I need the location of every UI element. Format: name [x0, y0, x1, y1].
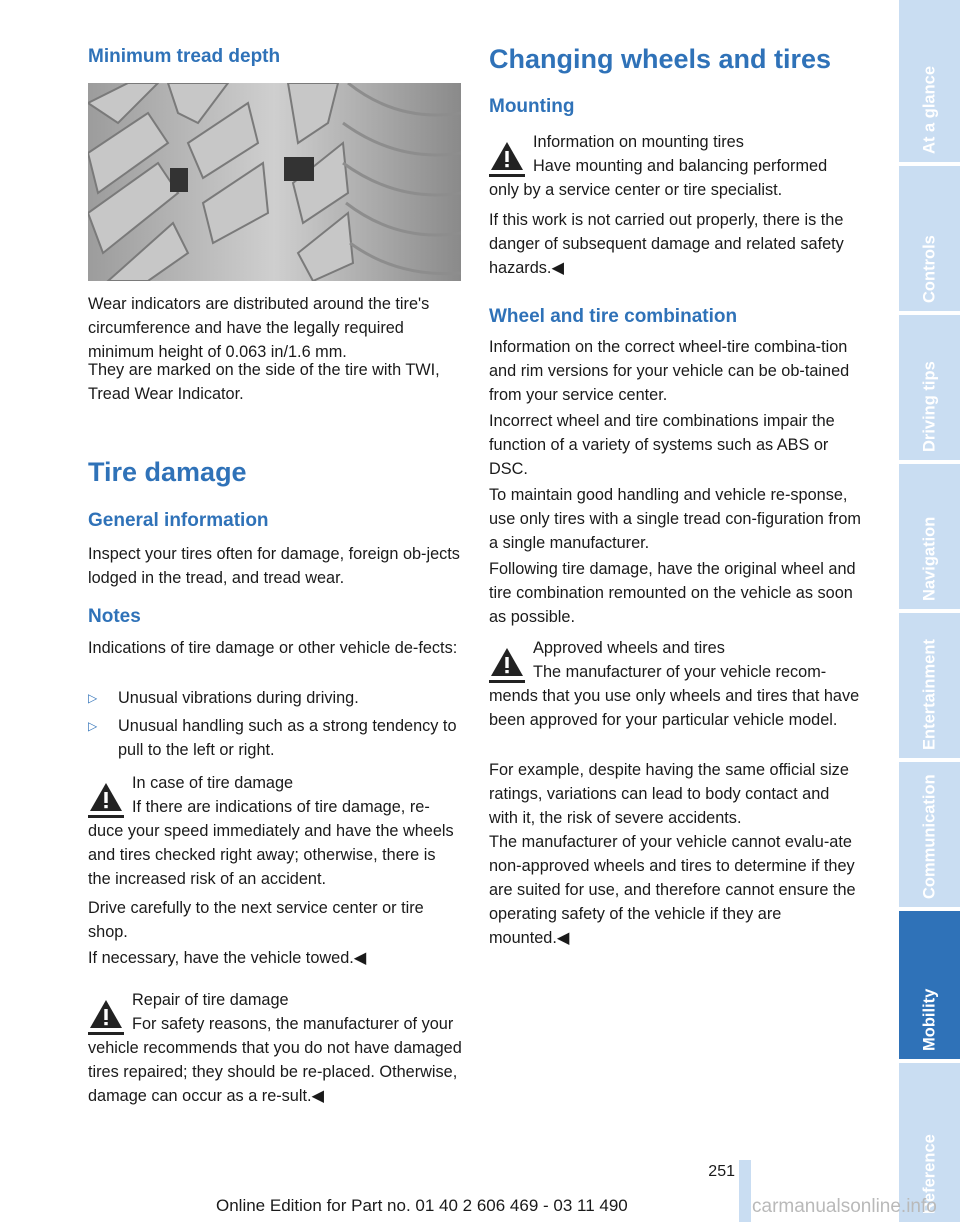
warning-body: The manufacturer of your vehicle recom-mends that you use only wheels and tires that have been approved for your particular vehicle model.: [489, 663, 860, 729]
changing-wheels-title: Changing wheels and tires: [489, 44, 832, 74]
chapter-tabs: [899, 0, 960, 1222]
bullet-triangle-icon: ▷: [88, 719, 98, 733]
notes-title: Notes: [88, 606, 141, 627]
list-item-text: Unusual vibrations during driving.: [118, 689, 359, 707]
footer-edition: Online Edition for Part no. 01 40 2 606 469 - 03 11 490: [216, 1196, 628, 1215]
list-item-text: Unusual handling such as a strong tendency to pull to the left or right.: [118, 717, 457, 759]
tire-damage-title: Tire damage: [88, 457, 247, 487]
cannot-evaluate-text: The manufacturer of your vehicle cannot evalu-ate non-approved wheels and tires to determine if they are suited for use, and therefore cannot ensure the operating safety of the vehicle if they are mounted.◀: [489, 833, 856, 947]
tab-entertainment[interactable]: Entertainment: [899, 613, 960, 758]
combination-text-2: Incorrect wheel and tire combinations impair the function of a variety of systems such as ABS or DSC.: [489, 412, 835, 478]
tire-tread-image: [88, 83, 461, 281]
page-number: 251: [708, 1163, 735, 1180]
general-information-title: General information: [88, 510, 269, 531]
combination-text-3: To maintain good handling and vehicle re-sponse, use only tires with a single tread con-figuration from a single manufacturer.: [489, 486, 861, 552]
warning-title: Approved wheels and tires: [533, 639, 725, 657]
mounting-title: Mounting: [489, 96, 575, 117]
general-information-text: Inspect your tires often for damage, foreign ob-jects lodged in the tread, and tread wear.: [88, 545, 460, 587]
bullet-triangle-icon: ▷: [88, 691, 98, 705]
warning-title: Information on mounting tires: [533, 133, 744, 151]
twi-text: They are marked on the side of the tire with TWI, Tread Wear Indicator.: [88, 361, 440, 403]
tab-communication[interactable]: Communication: [899, 762, 960, 907]
example-text: For example, despite having the same official size ratings, variations can lead to body contact and with it, the risk of severe accidents.: [489, 761, 849, 827]
wear-indicator-text: Wear indicators are distributed around the tire's circumference and have the legally required minimum height of 0.063 in/1.6 mm.: [88, 295, 430, 361]
page-number-bar: [739, 1160, 751, 1222]
not-properly-text: If this work is not carried out properly, there is the danger of subsequent damage and related safety hazards.◀: [489, 211, 844, 277]
tab-mobility[interactable]: Mobility: [899, 911, 960, 1059]
tab-driving-tips[interactable]: Driving tips: [899, 315, 960, 460]
min-tread-title: Minimum tread depth: [88, 46, 281, 67]
tab-at-a-glance[interactable]: At a glance: [899, 0, 960, 162]
tab-navigation[interactable]: Navigation: [899, 464, 960, 609]
notes-text: Indications of tire damage or other vehicle de-fects:: [88, 639, 458, 657]
tab-controls[interactable]: Controls: [899, 166, 960, 311]
combination-text-1: Information on the correct wheel-tire combina-tion and rim versions for your vehicle can be ob-tained from your service center.: [489, 338, 850, 404]
warning-body: If there are indications of tire damage, re-duce your speed immediately and have the wheels and tires checked right away; otherwise, there is the increased risk of an accident.: [88, 798, 454, 888]
watermark: carmanualsonline.info: [752, 1196, 937, 1217]
towed-text: If necessary, have the vehicle towed.◀: [88, 949, 367, 967]
warning-body: For safety reasons, the manufacturer of your vehicle recommends that you do not have damaged tires repaired; they should be re-placed. Otherwise, damage can occur as a re-sult.◀: [88, 1015, 462, 1105]
warning-title: In case of tire damage: [132, 774, 294, 792]
tab-reference[interactable]: Reference: [899, 1063, 960, 1222]
warning-title: Repair of tire damage: [132, 991, 289, 1009]
warning-body: Have mounting and balancing performed only by a service center or tire specialist.: [489, 157, 828, 199]
wheel-tire-combination-title: Wheel and tire combination: [489, 306, 738, 327]
drive-carefully-text: Drive carefully to the next service center or tire shop.: [88, 899, 424, 941]
combination-text-4: Following tire damage, have the original wheel and tire combination remounted on the vehicle as soon as possible.: [489, 560, 856, 626]
